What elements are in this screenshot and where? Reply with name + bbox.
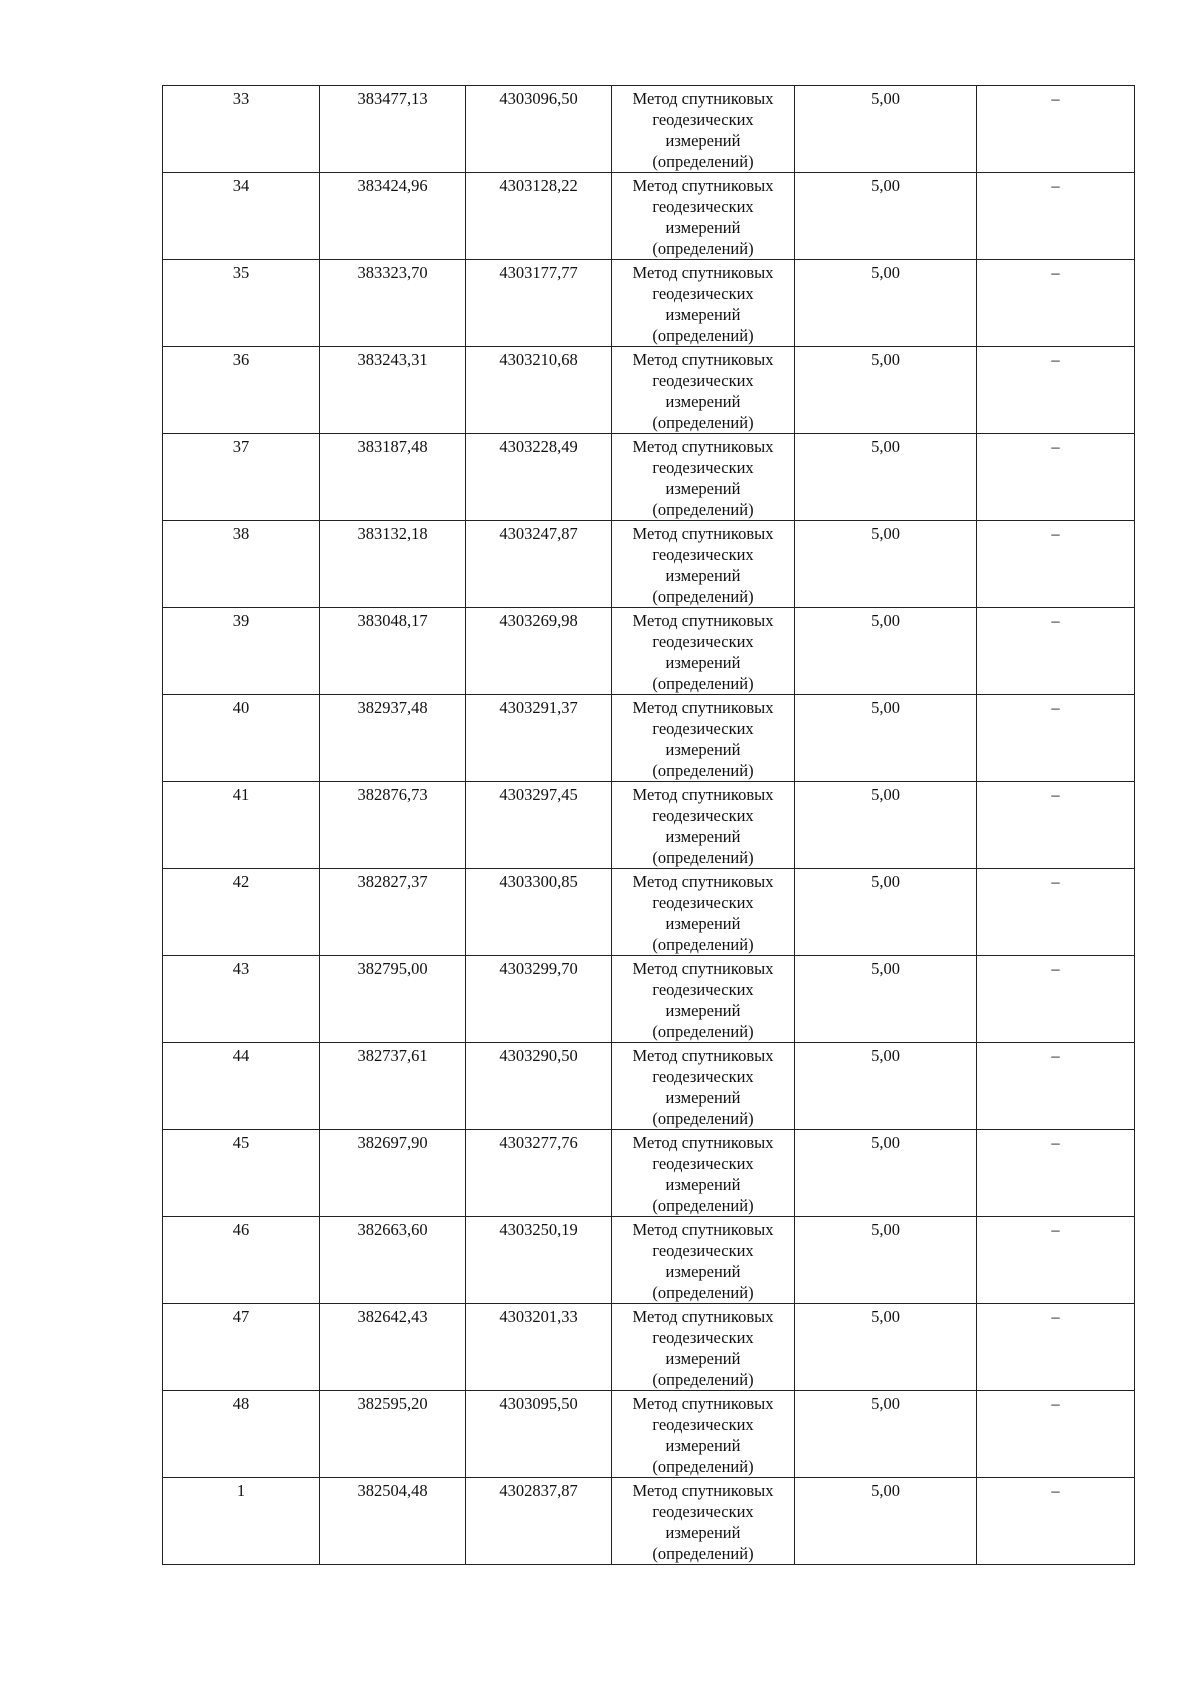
coordinate-y-cell-text: 4303277,76 — [499, 1133, 578, 1152]
coordinate-x-cell-text: 383323,70 — [357, 263, 428, 282]
method-cell — [612, 782, 795, 869]
accuracy-cell — [795, 347, 977, 434]
method-cell-text: Метод спутниковых геодезических измерений (определений) — [632, 1133, 774, 1215]
accuracy-cell-text: 5,00 — [871, 524, 900, 543]
coordinate-y-cell-text: 4303290,50 — [499, 1046, 578, 1065]
point-number-cell-text: 34 — [232, 176, 250, 195]
note-cell-text: – — [1051, 698, 1060, 717]
table-row — [163, 260, 1135, 347]
note-cell — [977, 1130, 1135, 1217]
point-number-cell — [163, 434, 320, 521]
point-number-cell-text: 43 — [232, 959, 250, 978]
table-row — [163, 1043, 1135, 1130]
coordinate-y-cell-text: 4303128,22 — [499, 176, 578, 195]
coordinate-x-cell — [320, 521, 466, 608]
method-cell-text: Метод спутниковых геодезических измерений (определений) — [632, 1220, 774, 1302]
accuracy-cell-text: 5,00 — [871, 1481, 900, 1500]
coordinate-y-cell-text: 4303228,49 — [499, 437, 578, 456]
note-cell-text: – — [1051, 350, 1060, 369]
method-cell — [612, 347, 795, 434]
accuracy-cell — [795, 1478, 977, 1565]
coordinate-y-cell-text: 4303299,70 — [499, 959, 578, 978]
coordinate-y-cell — [466, 434, 612, 521]
method-cell — [612, 86, 795, 173]
coordinate-y-cell-text: 4303291,37 — [499, 698, 578, 717]
point-number-cell-text: 33 — [232, 89, 250, 108]
coordinate-y-cell — [466, 521, 612, 608]
point-number-cell-text: 41 — [232, 785, 250, 804]
method-cell — [612, 1478, 795, 1565]
coordinate-y-cell-text: 4303247,87 — [499, 524, 578, 543]
coordinate-y-cell — [466, 1478, 612, 1565]
point-number-cell — [163, 260, 320, 347]
method-cell-text: Метод спутниковых геодезических измерений (определений) — [632, 959, 774, 1041]
table-row — [163, 1391, 1135, 1478]
coordinate-y-cell-text: 4303300,85 — [499, 872, 578, 891]
table-row — [163, 695, 1135, 782]
accuracy-cell-text: 5,00 — [871, 785, 900, 804]
accuracy-cell-text: 5,00 — [871, 437, 900, 456]
note-cell — [977, 434, 1135, 521]
note-cell — [977, 260, 1135, 347]
method-cell-text: Метод спутниковых геодезических измерений (определений) — [632, 1307, 774, 1389]
point-number-cell — [163, 173, 320, 260]
note-cell-text: – — [1051, 1307, 1060, 1326]
coordinate-x-cell — [320, 347, 466, 434]
table-row — [163, 86, 1135, 173]
accuracy-cell-text: 5,00 — [871, 1394, 900, 1413]
point-number-cell — [163, 1043, 320, 1130]
note-cell — [977, 1478, 1135, 1565]
table-row — [163, 173, 1135, 260]
coordinate-x-cell — [320, 869, 466, 956]
point-number-cell-text: 44 — [232, 1046, 250, 1065]
method-cell — [612, 1043, 795, 1130]
accuracy-cell — [795, 1304, 977, 1391]
point-number-cell-text: 47 — [232, 1307, 250, 1326]
note-cell — [977, 347, 1135, 434]
note-cell — [977, 86, 1135, 173]
coordinate-y-cell — [466, 1217, 612, 1304]
coordinate-x-cell-text: 383424,96 — [357, 176, 428, 195]
method-cell-text: Метод спутниковых геодезических измерений (определений) — [632, 1481, 774, 1563]
point-number-cell-text: 39 — [232, 611, 250, 630]
coordinate-x-cell-text: 382737,61 — [357, 1046, 428, 1065]
note-cell-text: – — [1051, 872, 1060, 891]
accuracy-cell-text: 5,00 — [871, 1046, 900, 1065]
coordinate-x-cell — [320, 86, 466, 173]
coordinate-y-cell-text: 4303269,98 — [499, 611, 578, 630]
method-cell — [612, 1391, 795, 1478]
accuracy-cell — [795, 173, 977, 260]
method-cell-text: Метод спутниковых геодезических измерений (определений) — [632, 872, 774, 954]
coordinate-y-cell-text: 4303250,19 — [499, 1220, 578, 1239]
note-cell-text: – — [1051, 89, 1060, 108]
point-number-cell — [163, 1130, 320, 1217]
point-number-cell — [163, 1478, 320, 1565]
coordinate-x-cell — [320, 434, 466, 521]
accuracy-cell — [795, 1217, 977, 1304]
coordinate-x-cell-text: 382504,48 — [357, 1481, 428, 1500]
accuracy-cell-text: 5,00 — [871, 872, 900, 891]
coordinate-y-cell — [466, 1304, 612, 1391]
note-cell — [977, 521, 1135, 608]
note-cell-text: – — [1051, 524, 1060, 543]
coordinate-y-cell — [466, 782, 612, 869]
coordinate-x-cell — [320, 1391, 466, 1478]
method-cell-text: Метод спутниковых геодезических измерений (определений) — [632, 698, 774, 780]
method-cell-text: Метод спутниковых геодезических измерений (определений) — [632, 611, 774, 693]
table-row — [163, 347, 1135, 434]
method-cell — [612, 869, 795, 956]
coordinate-x-cell — [320, 1043, 466, 1130]
accuracy-cell-text: 5,00 — [871, 350, 900, 369]
note-cell-text: – — [1051, 437, 1060, 456]
coordinate-x-cell — [320, 608, 466, 695]
coordinate-y-cell — [466, 260, 612, 347]
note-cell — [977, 956, 1135, 1043]
accuracy-cell-text: 5,00 — [871, 263, 900, 282]
table-row — [163, 782, 1135, 869]
point-number-cell-text: 48 — [232, 1394, 250, 1413]
coordinate-y-cell-text: 4303177,77 — [499, 263, 578, 282]
point-number-cell — [163, 782, 320, 869]
note-cell — [977, 1391, 1135, 1478]
coordinates-table-body — [163, 86, 1135, 1565]
note-cell-text: – — [1051, 959, 1060, 978]
method-cell — [612, 173, 795, 260]
note-cell — [977, 1043, 1135, 1130]
note-cell — [977, 869, 1135, 956]
coordinate-y-cell — [466, 695, 612, 782]
note-cell-text: – — [1051, 1220, 1060, 1239]
point-number-cell-text: 42 — [232, 872, 250, 891]
coordinate-x-cell — [320, 695, 466, 782]
method-cell-text: Метод спутниковых геодезических измерений (определений) — [632, 263, 774, 345]
point-number-cell — [163, 869, 320, 956]
method-cell-text: Метод спутниковых геодезических измерений (определений) — [632, 437, 774, 519]
coordinate-x-cell — [320, 260, 466, 347]
point-number-cell — [163, 608, 320, 695]
accuracy-cell — [795, 1391, 977, 1478]
coordinate-x-cell — [320, 173, 466, 260]
accuracy-cell — [795, 782, 977, 869]
point-number-cell — [163, 86, 320, 173]
coordinate-x-cell — [320, 1130, 466, 1217]
note-cell-text: – — [1051, 263, 1060, 282]
coordinate-y-cell — [466, 608, 612, 695]
method-cell — [612, 260, 795, 347]
note-cell — [977, 173, 1135, 260]
table-row — [163, 1304, 1135, 1391]
method-cell-text: Метод спутниковых геодезических измерений (определений) — [632, 524, 774, 606]
coordinate-x-cell-text: 383243,31 — [357, 350, 428, 369]
method-cell-text: Метод спутниковых геодезических измерений (определений) — [632, 785, 774, 867]
point-number-cell-text: 45 — [232, 1133, 250, 1152]
method-cell — [612, 1130, 795, 1217]
point-number-cell-text: 40 — [232, 698, 250, 717]
coordinate-y-cell-text: 4303201,33 — [499, 1307, 578, 1326]
method-cell — [612, 434, 795, 521]
method-cell-text: Метод спутниковых геодезических измерений (определений) — [632, 1046, 774, 1128]
note-cell — [977, 608, 1135, 695]
coordinate-x-cell — [320, 1304, 466, 1391]
point-number-cell — [163, 956, 320, 1043]
coordinate-x-cell-text: 383477,13 — [357, 89, 428, 108]
table-row — [163, 869, 1135, 956]
note-cell — [977, 782, 1135, 869]
coordinate-x-cell-text: 382876,73 — [357, 785, 428, 804]
coordinate-y-cell — [466, 869, 612, 956]
table-row — [163, 1478, 1135, 1565]
accuracy-cell — [795, 608, 977, 695]
accuracy-cell-text: 5,00 — [871, 611, 900, 630]
coordinate-x-cell-text: 382663,60 — [357, 1220, 428, 1239]
coordinate-x-cell-text: 382697,90 — [357, 1133, 428, 1152]
coordinate-x-cell — [320, 1478, 466, 1565]
note-cell — [977, 1217, 1135, 1304]
table-row — [163, 956, 1135, 1043]
point-number-cell — [163, 1304, 320, 1391]
coordinate-y-cell — [466, 173, 612, 260]
coordinate-y-cell-text: 4303095,50 — [499, 1394, 578, 1413]
note-cell — [977, 695, 1135, 782]
point-number-cell-text: 46 — [232, 1220, 250, 1239]
table-row — [163, 1217, 1135, 1304]
accuracy-cell — [795, 1130, 977, 1217]
point-number-cell — [163, 347, 320, 434]
coordinate-y-cell-text: 4303096,50 — [499, 89, 578, 108]
method-cell — [612, 521, 795, 608]
coordinate-y-cell — [466, 1391, 612, 1478]
coordinate-x-cell-text: 382795,00 — [357, 959, 428, 978]
coordinate-x-cell — [320, 1217, 466, 1304]
accuracy-cell-text: 5,00 — [871, 176, 900, 195]
accuracy-cell-text: 5,00 — [871, 1307, 900, 1326]
accuracy-cell-text: 5,00 — [871, 1133, 900, 1152]
accuracy-cell — [795, 695, 977, 782]
accuracy-cell — [795, 869, 977, 956]
table-row — [163, 1130, 1135, 1217]
coordinate-x-cell-text: 382642,43 — [357, 1307, 428, 1326]
method-cell — [612, 1304, 795, 1391]
coordinate-x-cell — [320, 956, 466, 1043]
note-cell-text: – — [1051, 1046, 1060, 1065]
accuracy-cell-text: 5,00 — [871, 1220, 900, 1239]
coordinate-y-cell — [466, 956, 612, 1043]
note-cell-text: – — [1051, 785, 1060, 804]
coordinate-y-cell — [466, 347, 612, 434]
coordinate-x-cell-text: 382595,20 — [357, 1394, 428, 1413]
method-cell — [612, 956, 795, 1043]
coordinate-x-cell-text: 382937,48 — [357, 698, 428, 717]
method-cell — [612, 1217, 795, 1304]
coordinate-x-cell — [320, 782, 466, 869]
accuracy-cell-text: 5,00 — [871, 959, 900, 978]
coordinate-y-cell — [466, 1130, 612, 1217]
method-cell-text: Метод спутниковых геодезических измерений (определений) — [632, 1394, 774, 1476]
table-row — [163, 521, 1135, 608]
accuracy-cell — [795, 521, 977, 608]
coordinates-table — [162, 85, 1135, 1565]
coordinate-x-cell-text: 383132,18 — [357, 524, 428, 543]
accuracy-cell — [795, 434, 977, 521]
point-number-cell — [163, 1391, 320, 1478]
point-number-cell — [163, 1217, 320, 1304]
note-cell — [977, 1304, 1135, 1391]
note-cell-text: – — [1051, 611, 1060, 630]
accuracy-cell-text: 5,00 — [871, 89, 900, 108]
accuracy-cell-text: 5,00 — [871, 698, 900, 717]
point-number-cell — [163, 521, 320, 608]
method-cell-text: Метод спутниковых геодезических измерений (определений) — [632, 89, 774, 171]
coordinate-y-cell — [466, 86, 612, 173]
coordinate-y-cell — [466, 1043, 612, 1130]
point-number-cell-text: 36 — [232, 350, 250, 369]
accuracy-cell — [795, 1043, 977, 1130]
coordinate-y-cell-text: 4303210,68 — [499, 350, 578, 369]
method-cell-text: Метод спутниковых геодезических измерений (определений) — [632, 176, 774, 258]
note-cell-text: – — [1051, 1394, 1060, 1413]
point-number-cell-text: 38 — [232, 524, 250, 543]
accuracy-cell — [795, 86, 977, 173]
coordinate-y-cell-text: 4303297,45 — [499, 785, 578, 804]
note-cell-text: – — [1051, 1133, 1060, 1152]
method-cell-text: Метод спутниковых геодезических измерений (определений) — [632, 350, 774, 432]
point-number-cell-text: 35 — [232, 263, 250, 282]
point-number-cell-text: 1 — [236, 1481, 246, 1500]
coordinate-x-cell-text: 383048,17 — [357, 611, 428, 630]
accuracy-cell — [795, 260, 977, 347]
method-cell — [612, 608, 795, 695]
coordinate-x-cell-text: 383187,48 — [357, 437, 428, 456]
accuracy-cell — [795, 956, 977, 1043]
table-row — [163, 608, 1135, 695]
point-number-cell — [163, 695, 320, 782]
point-number-cell-text: 37 — [232, 437, 250, 456]
coordinate-x-cell-text: 382827,37 — [357, 872, 428, 891]
method-cell — [612, 695, 795, 782]
table-row — [163, 434, 1135, 521]
coordinate-y-cell-text: 4302837,87 — [499, 1481, 578, 1500]
note-cell-text: – — [1051, 1481, 1060, 1500]
note-cell-text: – — [1051, 176, 1060, 195]
